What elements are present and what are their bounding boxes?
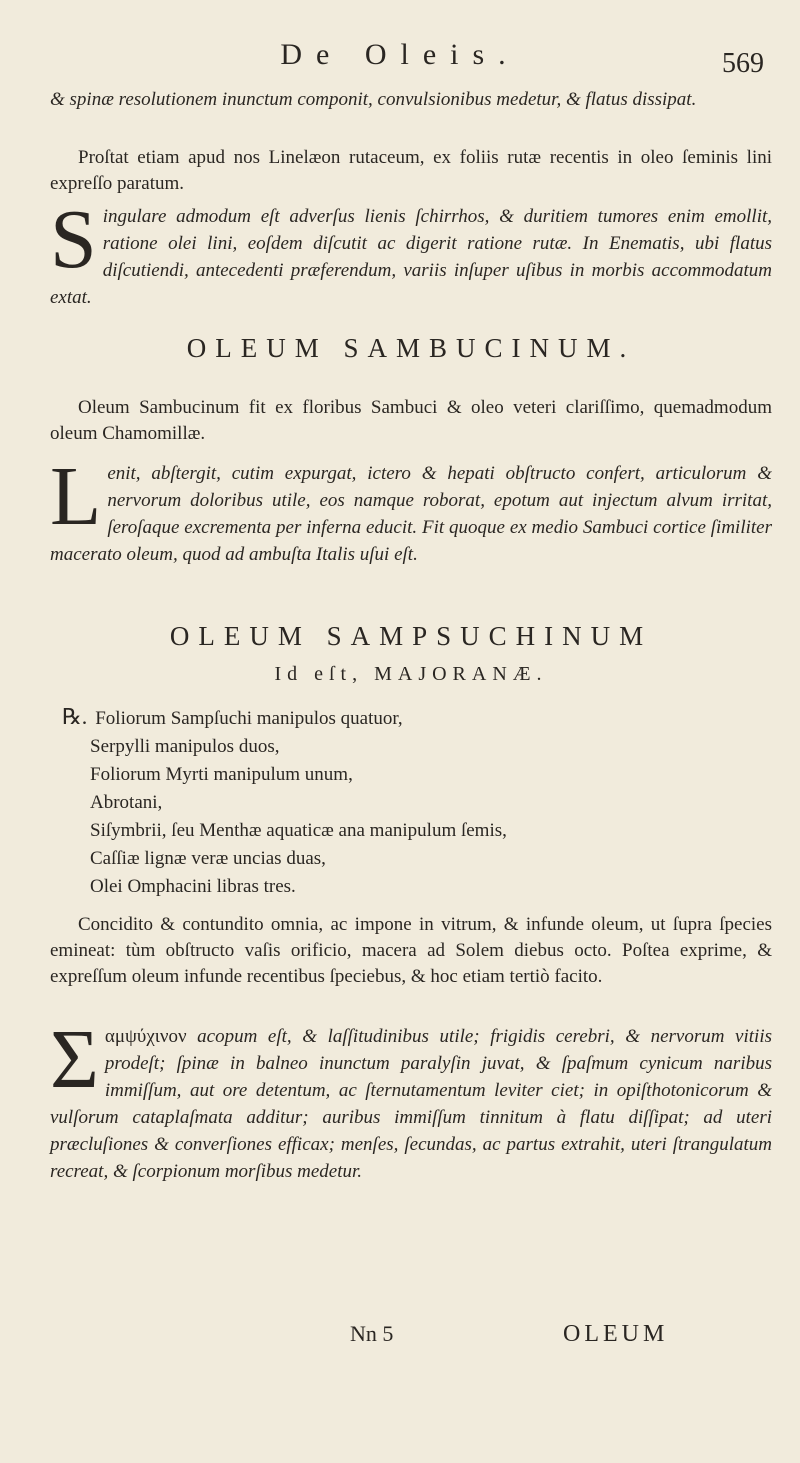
drop-cap-sigma: Σ bbox=[50, 1013, 99, 1106]
ingredient-line: Foliorum Myrti manipulum unum, bbox=[90, 764, 353, 785]
ingredient-line: Caſſiæ lignæ veræ uncias duas, bbox=[90, 848, 326, 869]
sambucinum-text: enit, abſtergit, cutim expurgat, ictero & hepati obſtructo confert, articulorum & nervorum doloribus utile, eos namque roborat, epotum aut injectum alvum irritat, ſeroſaque excrementa per inferna educit. Fit quoque ex medio Sambuci cortice ſimiliter macerato oleum, quod ad ambuſta Italis uſui eſt. bbox=[50, 463, 772, 565]
running-head: De Oleis. bbox=[280, 38, 520, 71]
continued-text: & spinæ resolutionem inunctum componit, convulsionibus medetur, & flatus dissipat. bbox=[50, 89, 697, 110]
ingredient-line: Siſymbrii, ſeu Menthæ aquaticæ ana manipulum ſemis, bbox=[90, 820, 507, 841]
signature-mark: Nn 5 bbox=[350, 1321, 394, 1346]
singulare-text: ingulare admodum eſt adverſus lienis ſchirrhos, & duritiem tumores enim emollit, ratione olei lini, eoſdem diſcutit ac digerit ratione rutæ. In Enematis, ubi flatus diſcutiendi, antecedenti præferendum, variis inſuper uſibus in morbis accommodatum extat. bbox=[50, 206, 772, 308]
greek-word: αμψύχινον bbox=[104, 1026, 187, 1047]
drop-cap-l: L bbox=[50, 450, 102, 543]
ingredient-line: Abrotani, bbox=[90, 792, 163, 813]
page-number: 569 bbox=[722, 48, 764, 79]
heading-sambucinum: OLEUM SAMBUCINUM. bbox=[186, 333, 636, 363]
linelaeon-note: Proſtat etiam apud nos Linelæon rutaceum, ex foliis rutæ recentis in oleo ſeminis lini expreſſo paratum. bbox=[50, 147, 772, 194]
singulare-paragraph bbox=[50, 193, 772, 311]
drop-cap-s: S bbox=[50, 193, 97, 286]
ingredient-line: ℞. Foliorum Sampſuchi manipulos quatuor, bbox=[62, 704, 403, 729]
sambucinum-intro: Oleum Sambucinum fit ex floribus Sambuci & oleo veteri clariſſimo, quemadmodum oleum Chamomillæ. bbox=[50, 397, 772, 444]
sambucinum-paragraph bbox=[50, 450, 772, 568]
sampsuchinum-paragraph bbox=[50, 1013, 772, 1185]
subheading-majoranae: Id eſt, MAJORANÆ. bbox=[274, 663, 548, 685]
ingredient-line: Olei Omphacini libras tres. bbox=[90, 876, 296, 897]
catchword: OLEUM bbox=[563, 1321, 669, 1347]
sampsuchinum-text: acopum eſt, & laſſitudinibus utile; frigidis cerebri, & nervorum vitiis prodeſt; ſpinæ in balneo inunctum paralyſin juvat, & ſpaſmum cynicum naribus immiſſum, aut ore detentum, ac ſternutamentum leviter ciet; in opiſthotonicorum & vulſorum cataplaſmata additur; auribus immiſſum tinnitum à flatu diſſipat; ad uteri præcluſiones & converſiones efficax; menſes, ſecundas, ac partus extrahit, uteri ſtrangulatum recreat, & ſcorpionum morſibus medetur. bbox=[50, 1026, 772, 1182]
ingredient-line: Serpylli manipulos duos, bbox=[90, 736, 280, 757]
heading-sampsuchinum: OLEUM SAMPSUCHINUM bbox=[169, 621, 653, 651]
recipe-symbol: ℞. bbox=[62, 704, 88, 729]
method-paragraph: Concidito & contundito omnia, ac impone in vitrum, & infunde oleum, ut ſupra ſpecies emineat: tùm obſtructo vaſis orificio, macera ad Solem diebus octo. Poſtea exprime, & expreſſum oleum infunde recentibus ſpeciebus, & hoc etiam tertiò facito. bbox=[50, 914, 772, 987]
ingredient-list bbox=[62, 703, 762, 901]
